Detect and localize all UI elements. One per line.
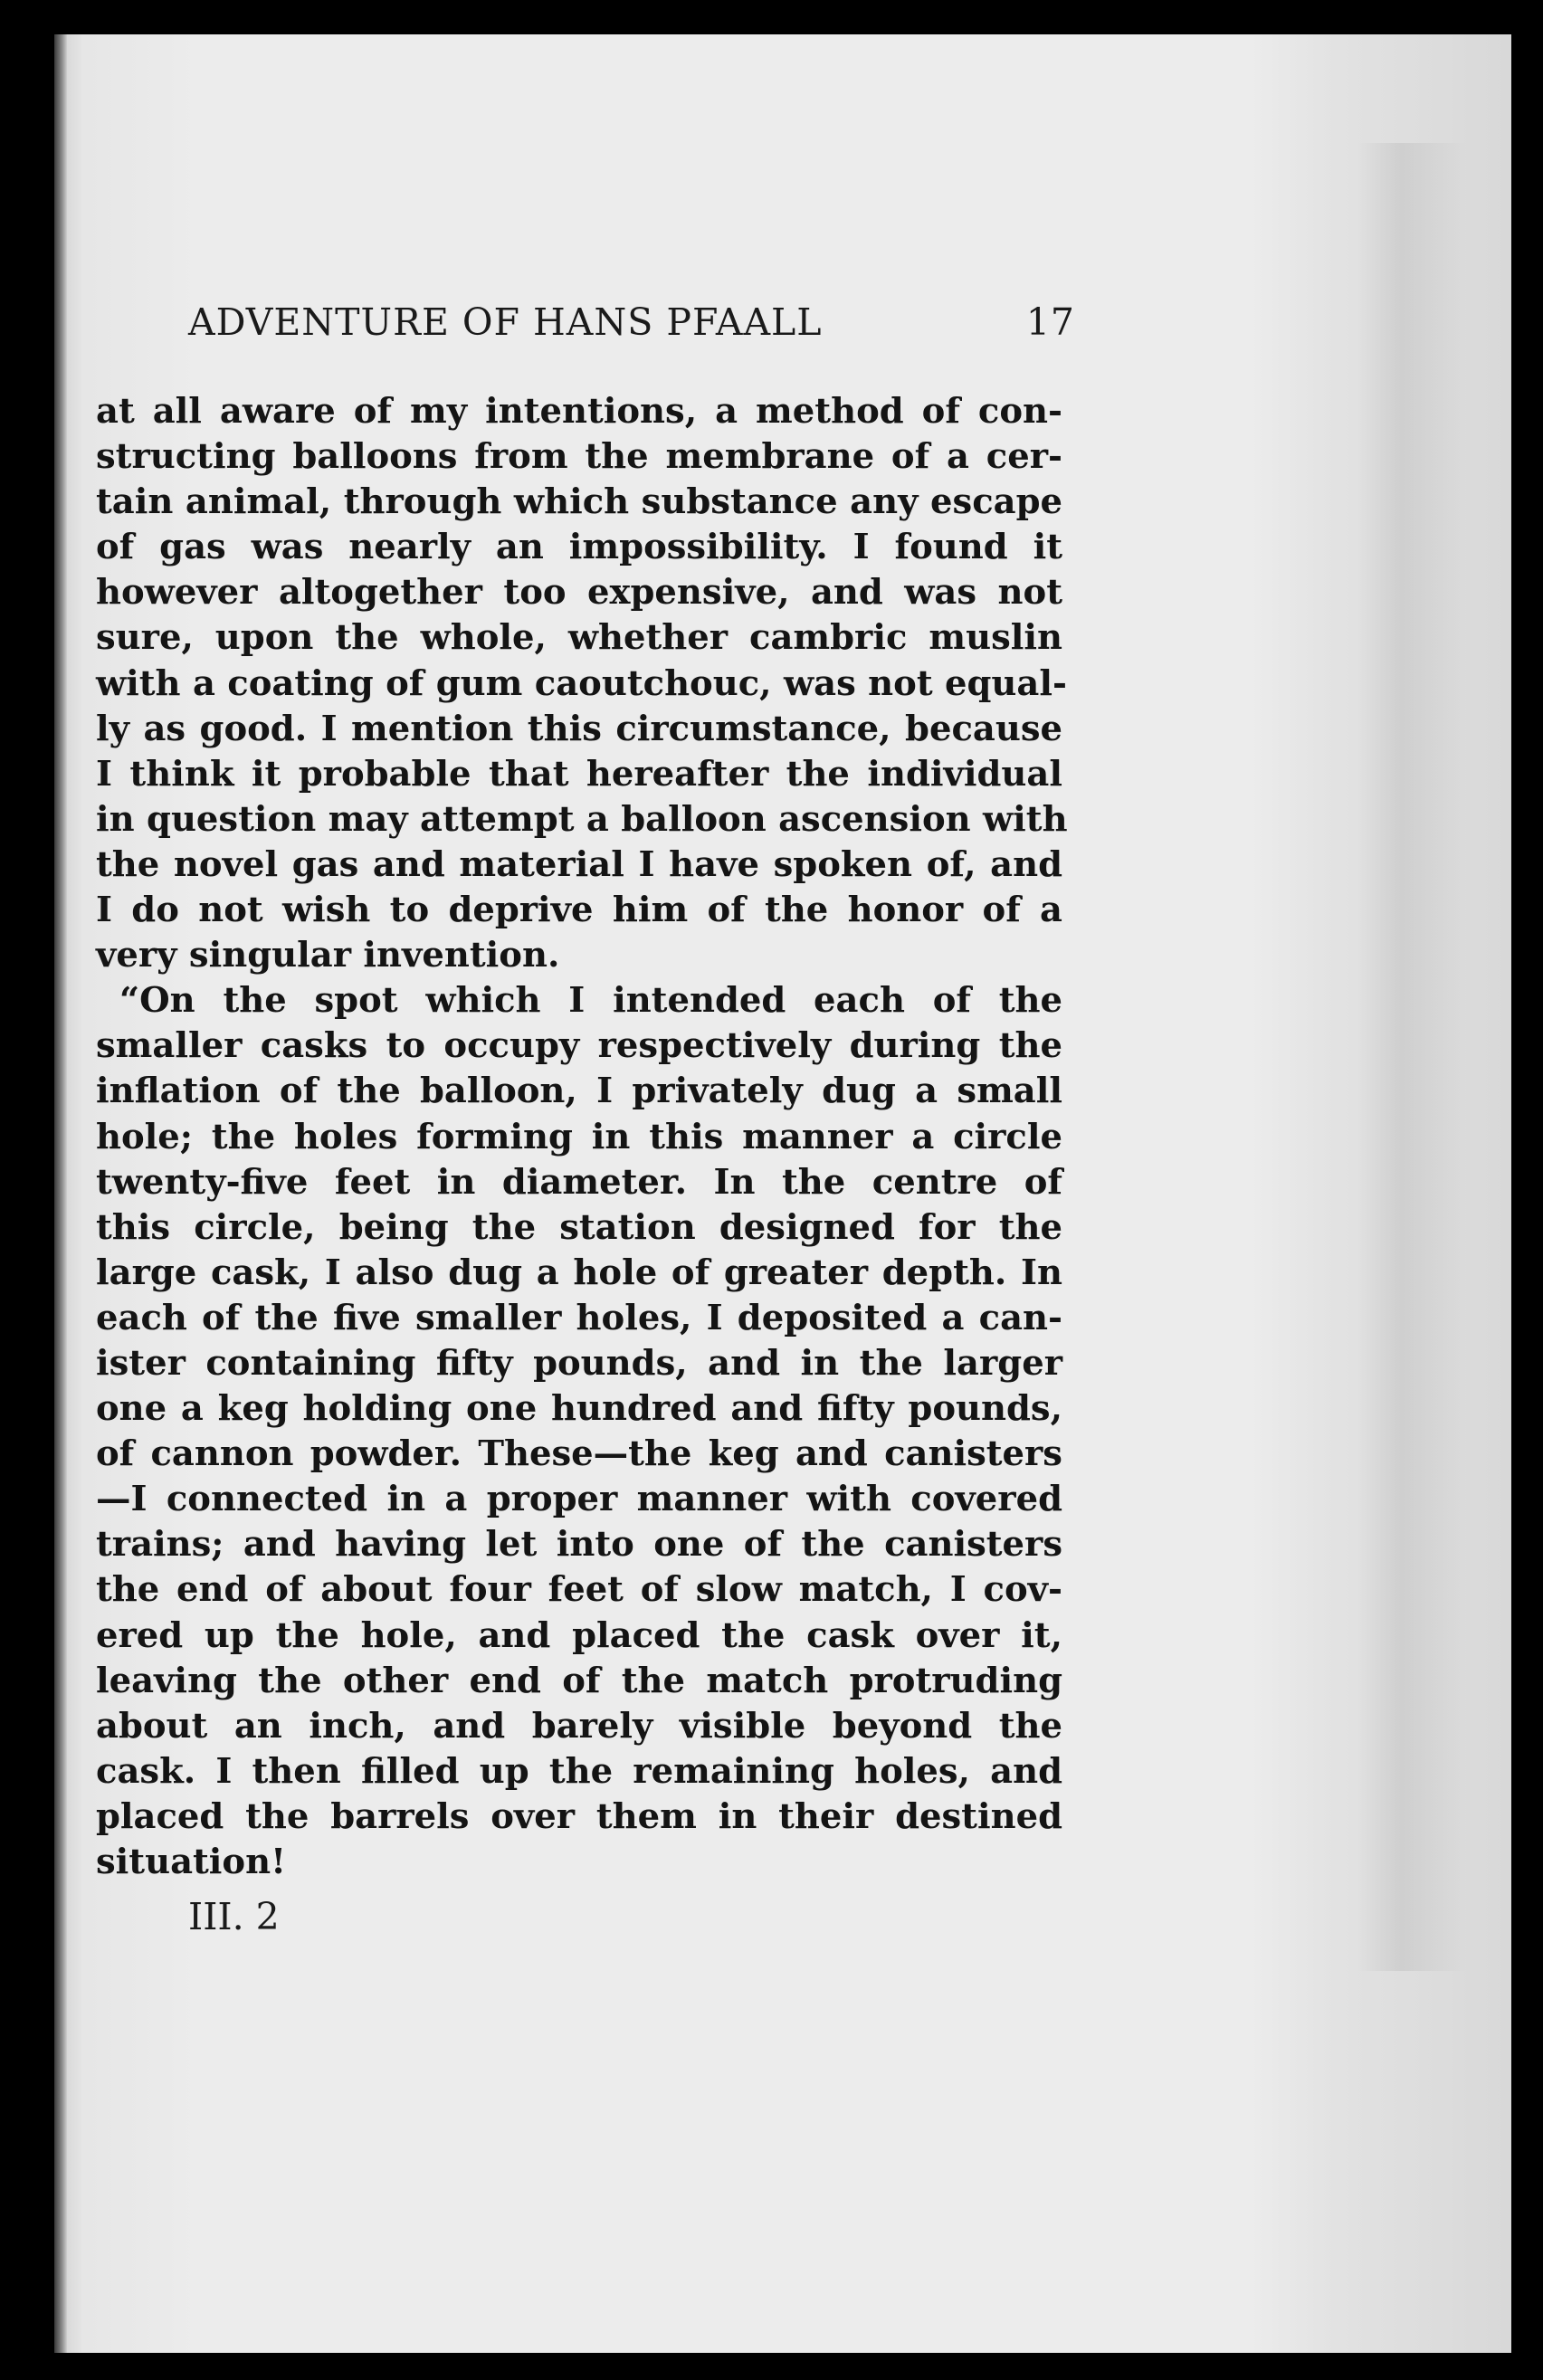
text-line: of cannon powder. These—the keg and canisters xyxy=(96,1433,1062,1475)
text-line: trains; and having let into one of the canisters xyxy=(96,1524,1062,1566)
text-line: placed the barrels over them in their destined xyxy=(96,1795,1062,1837)
text-line: I think it probable that hereafter the individual xyxy=(96,753,1062,795)
text-line: the novel gas and material I have spoken of, and xyxy=(96,843,1062,885)
text-line: smaller casks to occupy respectively during the xyxy=(96,1025,1062,1067)
text-line: in question may attempt a balloon ascension with xyxy=(96,798,1068,840)
show-through-strip xyxy=(1357,143,1466,1971)
body-text xyxy=(96,389,1068,1885)
text-line: however altogether too expensive, and was not xyxy=(96,572,1062,614)
text-line: with a coating of gum caoutchouc, was not equal- xyxy=(96,662,1067,704)
text-line: each of the five smaller holes, I deposited a can- xyxy=(96,1297,1062,1338)
text-line: large cask, I also dug a hole of greater depth. In xyxy=(96,1252,1062,1293)
text-line: structing balloons from the membrane of a cer- xyxy=(96,436,1062,478)
page-number: 17 xyxy=(1025,300,1075,344)
paragraph-end-line: very singular invention. xyxy=(96,935,560,976)
text-line: the end of about four feet of slow match, I cov- xyxy=(96,1569,1062,1611)
text-line: twenty-five feet in diameter. In the centre of xyxy=(96,1161,1062,1203)
text-line: ister containing fifty pounds, and in the larger xyxy=(96,1342,1062,1384)
binding-edge xyxy=(54,34,67,2353)
text-line: about an inch, and barely visible beyond the xyxy=(96,1705,1062,1747)
signature-mark: III. 2 xyxy=(188,1895,280,1938)
text-line: —I connected in a proper manner with covered xyxy=(96,1479,1062,1520)
running-title: ADVENTURE OF HANS PFAALL xyxy=(188,300,823,344)
text-line: one a keg holding one hundred and fifty pounds, xyxy=(96,1388,1062,1430)
text-line: I do not wish to deprive him of the honor of a xyxy=(96,890,1062,931)
text-line: ly as good. I mention this circumstance, because xyxy=(96,708,1062,749)
paragraph-start-line: “On the spot which I intended each of the xyxy=(119,980,1062,1022)
text-line: hole; the holes forming in this manner a circle xyxy=(96,1116,1062,1157)
text-line: at all aware of my intentions, a method of con- xyxy=(96,391,1062,432)
text-line: of gas was nearly an impossibility. I found it xyxy=(96,527,1062,568)
paragraph-end-line: situation! xyxy=(96,1842,287,1882)
text-line: sure, upon the whole, whether cambric muslin xyxy=(96,617,1062,659)
text-line: this circle, being the station designed for the xyxy=(96,1206,1062,1248)
text-line: tain animal, through which substance any escape xyxy=(96,481,1062,523)
text-line: cask. I then filled up the remaining holes, and xyxy=(96,1750,1062,1792)
running-head xyxy=(188,300,1075,344)
text-line: ered up the hole, and placed the cask over it, xyxy=(96,1614,1062,1656)
text-line: leaving the other end of the match protruding xyxy=(96,1660,1062,1701)
text-line: inflation of the balloon, I privately dug a small xyxy=(96,1071,1062,1112)
